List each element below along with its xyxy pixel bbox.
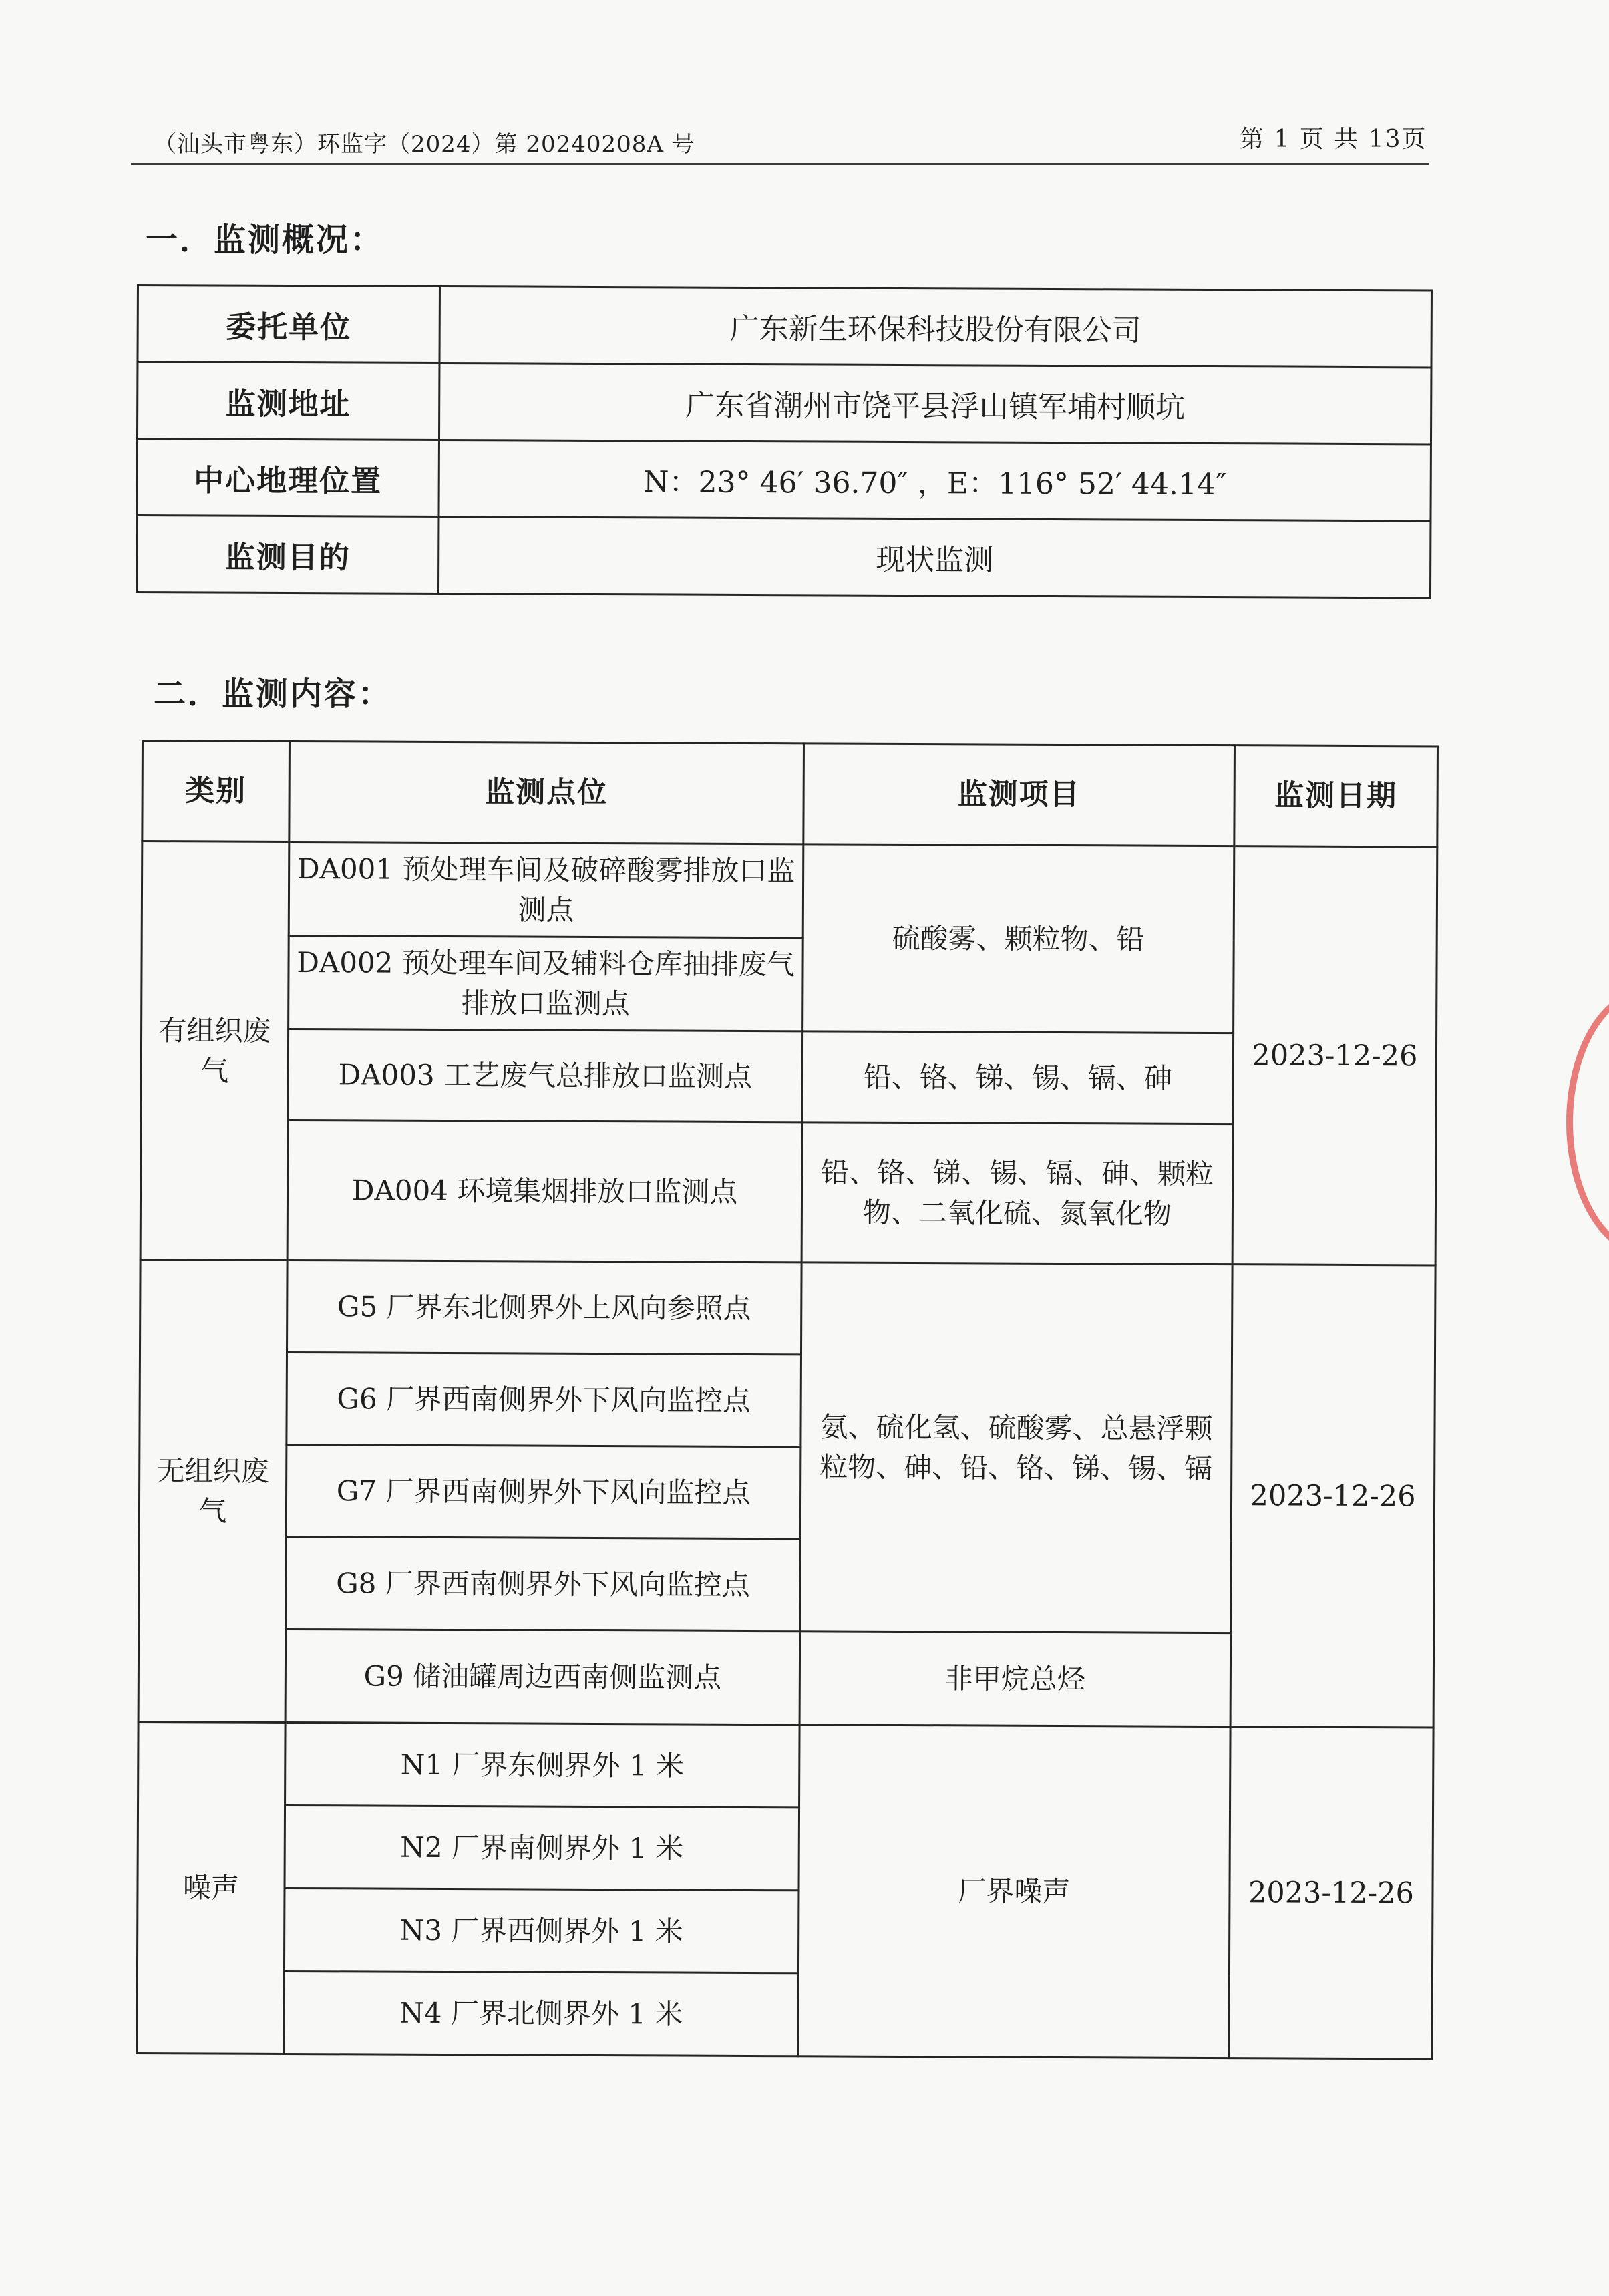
purpose-value: 现状监测: [438, 516, 1430, 597]
header-date: 监测日期: [1234, 746, 1438, 847]
item-cell: 厂界噪声: [798, 1725, 1230, 2058]
location-value: N：23° 46′ 36.70″ ，E：116° 52′ 44.14″: [439, 440, 1431, 520]
header-rule: [131, 163, 1429, 165]
item-cell: 铅、铬、锑、锡、镉、砷: [802, 1031, 1234, 1124]
table-row: [138, 285, 1431, 367]
item-cell: 非甲烷总烃: [799, 1631, 1231, 1727]
point-cell: DA002 预处理车间及辅料仓库抽排废气排放口监测点: [289, 935, 803, 1031]
client-value: 广东新生环保科技股份有限公司: [439, 286, 1431, 367]
purpose-label: 监测目的: [136, 516, 438, 594]
section2-title: 二．监测内容：: [154, 675, 393, 713]
overview-table: [136, 284, 1433, 599]
address-value: 广东省潮州市饶平县浮山镇军埔村顺坑: [439, 363, 1431, 444]
table-header-row: [142, 741, 1438, 847]
point-cell: G5 厂界东北侧界外上风向参照点: [287, 1260, 801, 1354]
point-cell: DA001 预处理车间及破碎酸雾排放口监测点: [289, 842, 803, 937]
point-cell: N4 厂界北侧界外 1 米: [284, 1971, 799, 2056]
table-row: [137, 362, 1431, 444]
table-row: [142, 842, 1437, 941]
date-cell: 2023-12-26: [1232, 846, 1437, 1265]
point-cell: DA004 环境集烟排放口监测点: [287, 1120, 802, 1262]
category-cell: 有组织废气: [140, 842, 289, 1261]
table-row: [140, 1259, 1436, 1357]
table-row: [138, 1721, 1434, 1810]
point-cell: G6 厂界西南侧界外下风向监控点: [287, 1352, 801, 1446]
table-row: [137, 439, 1431, 521]
location-label: 中心地理位置: [137, 439, 439, 517]
point-cell: DA003 工艺废气总排放口监测点: [288, 1029, 803, 1122]
monitoring-content-table: [136, 740, 1439, 2060]
page-info: 第 1 页 共 13页: [1240, 126, 1427, 153]
point-cell: G7 厂界西南侧界外下风向监控点: [286, 1444, 801, 1538]
table-row: [136, 516, 1430, 598]
item-cell: 氨、硫化氢、硫酸雾、总悬浮颗粒物、砷、铅、铬、锑、锡、镉: [800, 1263, 1232, 1633]
category-cell: 噪声: [137, 1721, 285, 2054]
red-stamp-mark: [1566, 989, 1609, 1256]
point-cell: N2 厂界南侧界外 1 米: [285, 1805, 799, 1890]
category-cell: 无组织废气: [138, 1259, 287, 1722]
address-label: 监测地址: [137, 362, 439, 440]
point-cell: G9 储油罐周边西南侧监测点: [285, 1629, 800, 1724]
header-item: 监测项目: [803, 744, 1235, 846]
client-label: 委托单位: [138, 285, 439, 363]
item-cell: 铅、铬、锑、锡、镉、砷、颗粒物、二氧化硫、氮氧化物: [801, 1122, 1233, 1265]
point-cell: G8 厂界西南侧界外下风向监控点: [286, 1536, 801, 1631]
header-point: 监测点位: [289, 741, 804, 844]
date-cell: 2023-12-26: [1230, 1265, 1435, 1728]
point-cell: N3 厂界西侧界外 1 米: [284, 1888, 799, 1973]
header-category: 类别: [142, 741, 290, 842]
item-cell: 硫酸雾、颗粒物、铅: [803, 844, 1234, 1033]
point-cell: N1 厂界东侧界外 1 米: [285, 1722, 800, 1807]
document-number: （汕头市粤东）环监字（2024）第 20240208A 号: [154, 131, 695, 158]
date-cell: 2023-12-26: [1229, 1727, 1433, 2059]
section1-title: 一．监测概况：: [146, 221, 385, 259]
